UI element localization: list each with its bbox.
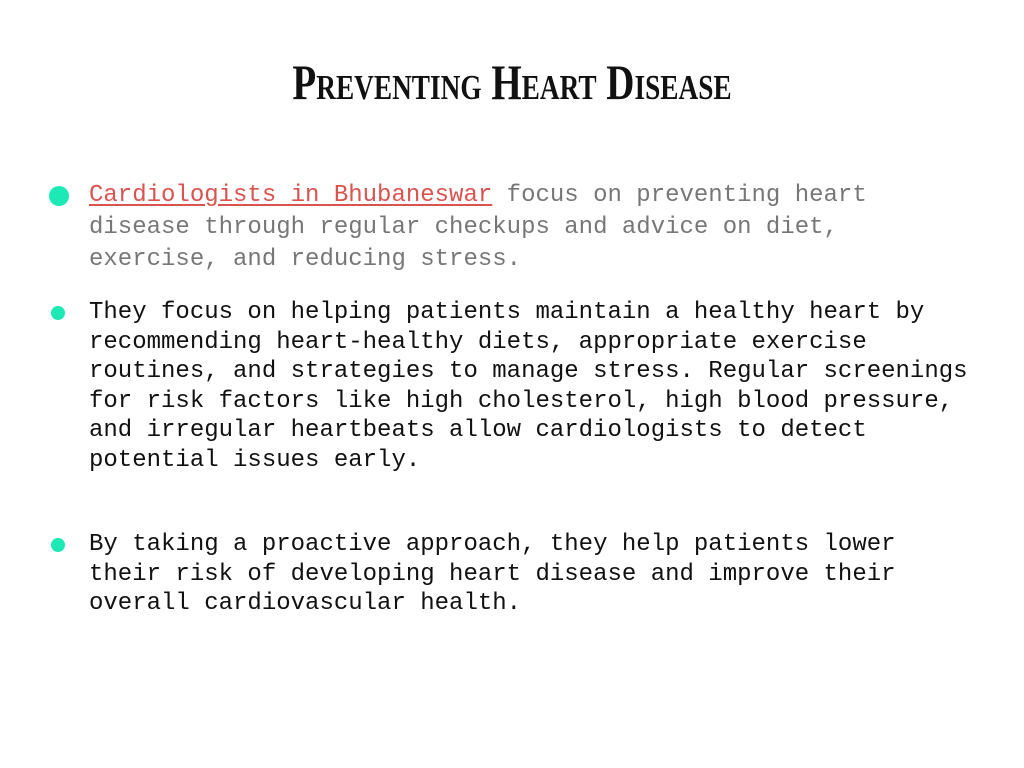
bullet-item-2 [89,298,969,475]
bullet-dot-icon [51,306,65,320]
bullet-item-1 [89,180,969,276]
bullet-item-3 [89,530,969,619]
bullet-text-2: They focus on helping patients maintain a healthy heart by recommending heart-healthy diets, appropriate exercise routines, and strategies to manage stress. Regular screenings for risk factors like high cholesterol, high blood pressure, and irregular heartbeats allow cardiologists to detect potential issues early. [89,299,968,474]
bullet-dot-icon [49,186,69,206]
bullet-text-3: By taking a proactive approach, they help patients lower their risk of developing heart disease and improve their overall cardiovascular health. [89,531,896,617]
bullet-text-1: focus on preventing heart disease through regular checkups and advice on diet, exercise, and reducing stress. [89,182,867,273]
slide-title: Preventing Heart Disease [292,54,732,110]
bullet-dot-icon [51,538,65,552]
cardiologists-link[interactable]: Cardiologists in Bhubaneswar [89,182,493,209]
